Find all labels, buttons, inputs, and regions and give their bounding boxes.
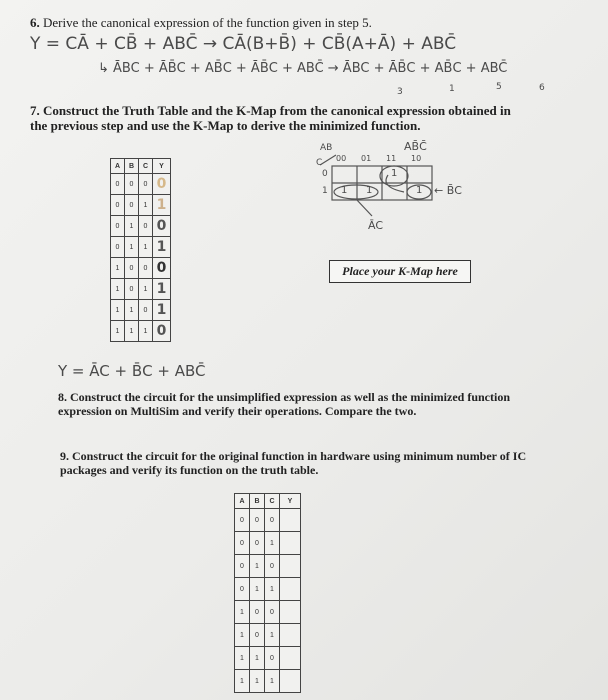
cell-b: 0 <box>250 532 265 555</box>
cell-a: 1 <box>111 321 125 342</box>
cell-c: 0 <box>139 300 153 321</box>
header-c: C <box>265 494 280 509</box>
cell-y-handwritten[interactable]: 0 <box>153 321 171 342</box>
cell-y-handwritten[interactable]: 1 <box>153 237 171 258</box>
cell-c: 1 <box>265 578 280 601</box>
question-7-text: Construct the Truth Table and the K-Map from the canonical expression obtained in the previous step and use the K-Map to derive the minimized function. <box>30 103 511 133</box>
cell-b: 1 <box>125 321 139 342</box>
cell-c: 0 <box>139 174 153 195</box>
cell-b: 1 <box>250 555 265 578</box>
cell-b: 0 <box>125 279 139 300</box>
kmap-placeholder-label: Place your K-Map here <box>342 264 458 278</box>
cell-y-blank[interactable] <box>280 670 301 693</box>
cell-a: 1 <box>111 300 125 321</box>
handwritten-index-3: 3 <box>397 87 403 97</box>
cell-a: 1 <box>235 647 250 670</box>
handwritten-index-1: 1 <box>449 84 455 94</box>
kmap-cell-r0c2: 1 <box>391 168 398 179</box>
kmap-cell-r1c1: 1 <box>366 185 373 196</box>
kmap-col-10: 10 <box>411 154 422 163</box>
kmap-col-01: 01 <box>361 154 372 163</box>
cell-y-blank[interactable] <box>280 624 301 647</box>
header-y: Y <box>280 494 301 509</box>
kmap-cell-r1c0: 1 <box>341 185 348 196</box>
header-y: Y <box>153 159 171 174</box>
cell-y-handwritten[interactable]: 1 <box>153 300 171 321</box>
cell-c: 0 <box>139 258 153 279</box>
question-9-text: Construct the circuit for the original function in hardware using minimum number of IC packages and verify its function on the truth table. <box>60 449 527 477</box>
kmap-col-11: 11 <box>386 154 397 163</box>
question-8-number: 8. <box>58 390 67 404</box>
cell-y-blank[interactable] <box>280 578 301 601</box>
cell-a: 0 <box>235 532 250 555</box>
cell-c: 0 <box>265 601 280 624</box>
table-row <box>235 578 301 601</box>
kmap-row-0: 0 <box>322 169 328 179</box>
cell-c: 1 <box>139 321 153 342</box>
table-row <box>235 601 301 624</box>
cell-c: 1 <box>265 670 280 693</box>
kmap-label-ac: ĀC <box>368 219 384 232</box>
cell-c: 0 <box>265 509 280 532</box>
header-a: A <box>111 159 125 174</box>
truth-table-2-header <box>235 494 301 509</box>
header-c: C <box>139 159 153 174</box>
cell-c: 1 <box>139 237 153 258</box>
cell-a: 1 <box>235 670 250 693</box>
cell-b: 0 <box>125 195 139 216</box>
table-row <box>235 509 301 532</box>
kmap-corner-line <box>320 155 336 165</box>
cell-y-handwritten[interactable]: 0 <box>153 174 171 195</box>
cell-a: 1 <box>111 279 125 300</box>
question-6-text: Derive the canonical expression of the function given in step 5. <box>43 15 372 30</box>
kmap-pointer-ac <box>356 199 372 216</box>
cell-a: 0 <box>111 237 125 258</box>
question-6-number: 6. <box>30 15 40 30</box>
cell-c: 0 <box>139 216 153 237</box>
header-b: B <box>250 494 265 509</box>
cell-y-blank[interactable] <box>280 555 301 578</box>
table-row <box>235 670 301 693</box>
table-row <box>235 624 301 647</box>
cell-b: 1 <box>250 647 265 670</box>
cell-b: 0 <box>125 258 139 279</box>
kmap-axis-ab: AB <box>320 143 333 153</box>
cell-y-blank[interactable] <box>280 532 301 555</box>
cell-b: 1 <box>125 216 139 237</box>
cell-y-handwritten[interactable]: 0 <box>153 216 171 237</box>
handwritten-index-5: 5 <box>496 82 502 92</box>
cell-y-blank[interactable] <box>280 601 301 624</box>
cell-c: 1 <box>265 624 280 647</box>
cell-y-blank[interactable] <box>280 647 301 670</box>
kmap-header-label: AB̄C̄ <box>404 140 427 153</box>
cell-y-blank[interactable] <box>280 509 301 532</box>
table-row <box>235 647 301 670</box>
kmap-placeholder-box <box>329 260 471 283</box>
handwritten-result: Y = ĀC + B̄C + ABC̄ <box>58 362 206 380</box>
cell-y-handwritten[interactable]: 1 <box>153 195 171 216</box>
header-a: A <box>235 494 250 509</box>
question-9 <box>60 449 530 477</box>
question-7-number: 7. <box>30 103 40 118</box>
cell-a: 0 <box>235 509 250 532</box>
kmap-axis-c: C <box>316 158 323 168</box>
handwritten-index-6: 6 <box>539 83 545 93</box>
cell-a: 1 <box>235 601 250 624</box>
cell-b: 0 <box>125 174 139 195</box>
cell-a: 0 <box>235 578 250 601</box>
cell-c: 0 <box>265 555 280 578</box>
cell-b: 1 <box>125 237 139 258</box>
cell-b: 1 <box>250 578 265 601</box>
kmap-cell-r1c3: 1 <box>416 185 423 196</box>
truth-table-2 <box>234 493 301 693</box>
table-row <box>235 532 301 555</box>
cell-a: 0 <box>111 195 125 216</box>
cell-b: 1 <box>125 300 139 321</box>
table-row <box>235 555 301 578</box>
cell-a: 0 <box>235 555 250 578</box>
cell-c: 1 <box>139 279 153 300</box>
cell-b: 0 <box>250 601 265 624</box>
cell-a: 1 <box>235 624 250 647</box>
question-8 <box>58 390 528 418</box>
cell-c: 1 <box>139 195 153 216</box>
cell-b: 0 <box>250 509 265 532</box>
cell-b: 0 <box>250 624 265 647</box>
cell-a: 1 <box>111 258 125 279</box>
cell-a: 0 <box>111 216 125 237</box>
cell-y-handwritten[interactable]: 0 <box>153 258 171 279</box>
cell-y-handwritten[interactable]: 1 <box>153 279 171 300</box>
kmap-row-1: 1 <box>322 186 328 196</box>
kmap-label-bc: ← B̄C <box>434 184 462 197</box>
cell-c: 1 <box>265 532 280 555</box>
header-b: B <box>125 159 139 174</box>
cell-b: 1 <box>250 670 265 693</box>
handwritten-equation-2: ↳ ĀBC + ĀB̄C + AB̄C + ĀB̄C + ABC̄ → ĀBC + ĀB̄C + AB̄C + ABC̄ <box>98 61 508 76</box>
question-8-text: Construct the circuit for the unsimplified expression as well as the minimized function expression on MultiSim and verify their operations. Compare the two. <box>58 390 510 418</box>
cell-a: 0 <box>111 174 125 195</box>
cell-c: 0 <box>265 647 280 670</box>
question-9-number: 9. <box>60 449 69 463</box>
handwritten-equation-1: Y = CĀ + CB̄ + ABC̄ → CĀ(B+B̄) + CB̄(A+Ā) + ABC̄ <box>30 34 457 54</box>
kmap-col-00: 00 <box>336 154 347 163</box>
